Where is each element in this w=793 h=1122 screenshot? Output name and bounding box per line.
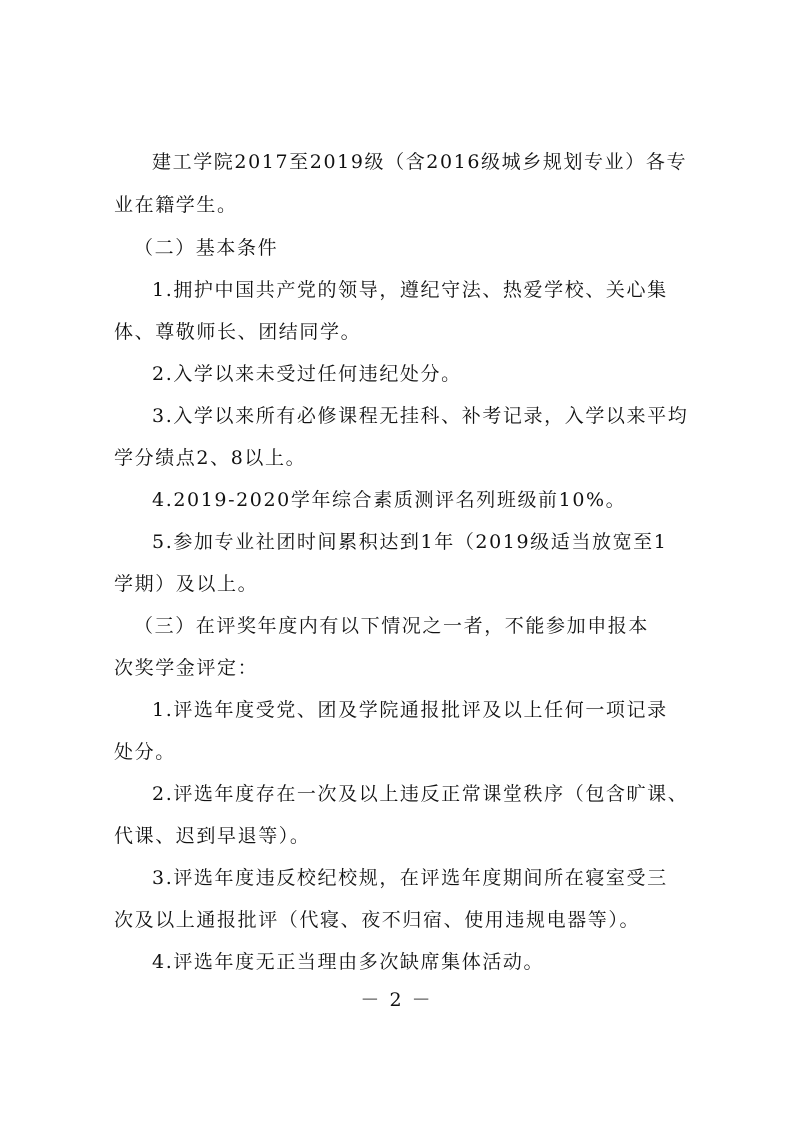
text-line-16: 2.评选年度存在一次及以上违反正常课堂秩序（包含旷课、	[152, 783, 689, 805]
text-line-19: 次及以上通报批评（代寝、夜不归宿、使用违规电器等）。	[114, 909, 641, 931]
text-line-15: 处分。	[114, 741, 176, 763]
section-heading-2: （二）基本条件	[134, 237, 279, 259]
text-line-11: 学期）及以上。	[114, 573, 259, 595]
text-line-13: 次奖学金评定：	[114, 657, 259, 679]
text-line-5: 体、尊敬师长、团结同学。	[114, 321, 362, 343]
text-line-2: 业在籍学生。	[114, 194, 238, 216]
section-heading-3: （三）在评奖年度内有以下情况之一者，不能参加申报本	[134, 615, 650, 637]
text-line-1: 建工学院2017至2019级（含2016级城乡规划专业）各专	[152, 151, 688, 173]
text-line-8: 学分绩点2、8以上。	[114, 447, 307, 469]
text-line-17: 代课、迟到早退等）。	[114, 825, 311, 847]
text-line-7: 3.入学以来所有必修课程无挂科、补考记录，入学以来平均	[152, 405, 689, 427]
text-line-18: 3.评选年度违反校纪校规，在评选年度期间所在寝室受三	[152, 867, 668, 889]
text-line-20: 4.评选年度无正当理由多次缺席集体活动。	[152, 951, 545, 973]
text-line-4: 1.拥护中国共产党的领导，遵纪守法、热爱学校、关心集	[152, 279, 668, 301]
text-line-14: 1.评选年度受党、团及学院通报批评及以上任何一项记录	[152, 699, 668, 721]
text-line-10: 5.参加专业社团时间累积达到1年（2019级适当放宽至1	[152, 531, 668, 553]
text-line-6: 2.入学以来未受过任何违纪处分。	[152, 363, 462, 385]
page-number: － 2 －	[360, 989, 433, 1011]
text-line-9: 4.2019-2020学年综合素质测评名列班级前10%。	[152, 489, 627, 511]
